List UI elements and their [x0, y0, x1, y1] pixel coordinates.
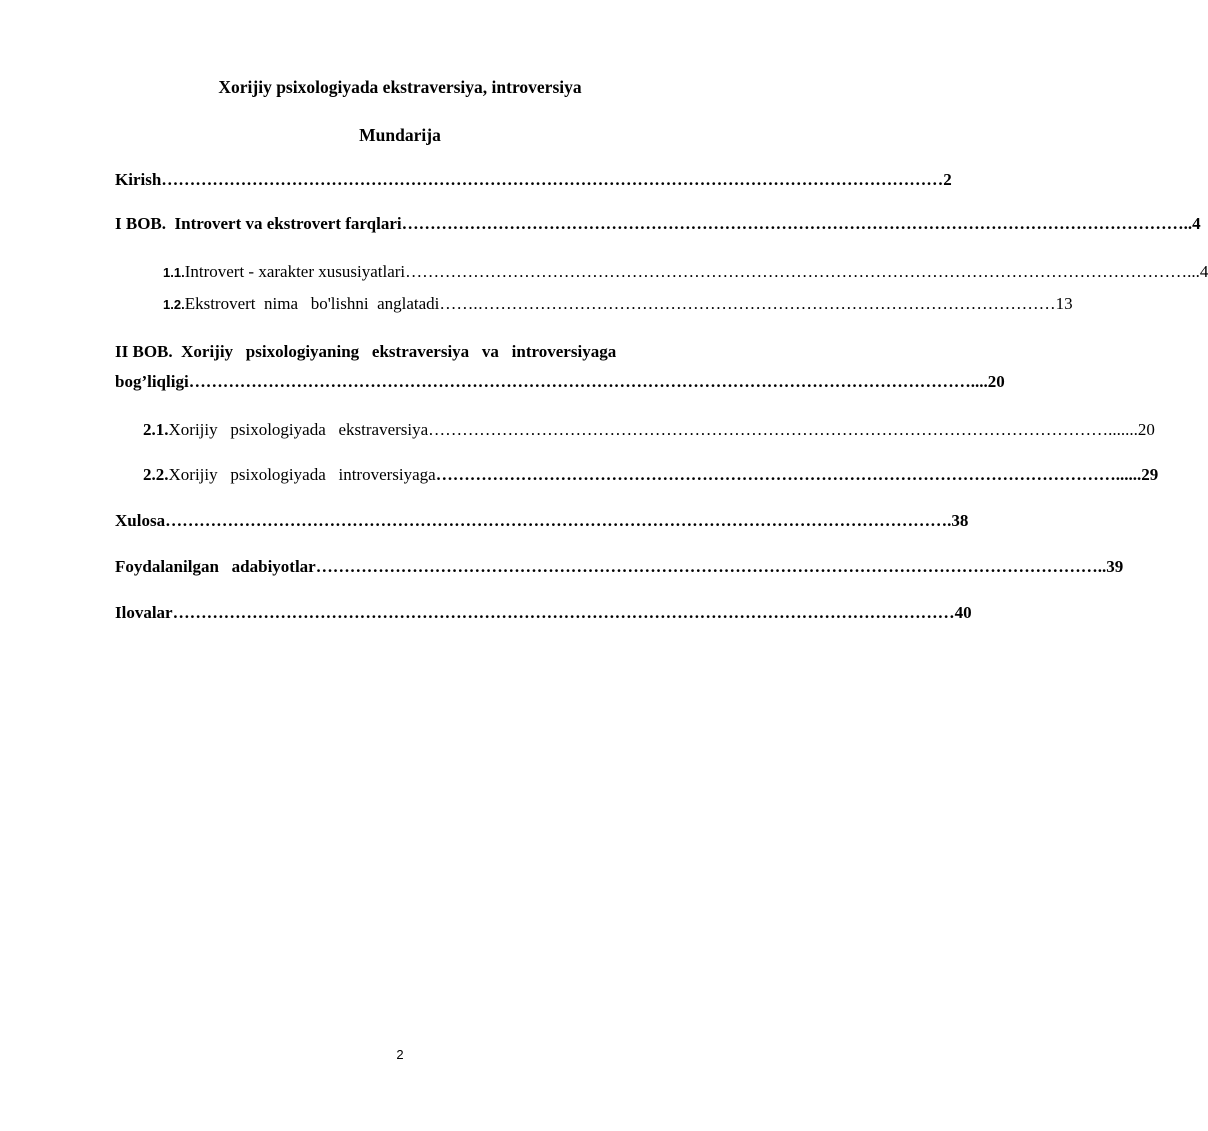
toc-entry-section-1-1 [163, 260, 1208, 284]
toc-entry-label: Foydalanilgan adabiyotlar [115, 557, 316, 576]
toc-entry-label: I BOB. Introvert va ekstrovert farqlari [115, 214, 402, 233]
toc-entry-page: 2 [943, 170, 952, 189]
toc-entry-page: 13 [1055, 294, 1073, 313]
toc-heading: Mundarija [359, 125, 441, 145]
document-title: Xorijiy psixologiyada ekstraversiya, introversiya [218, 77, 582, 97]
toc-entry-page: ......29 [1115, 465, 1159, 484]
toc-entry-chapter-2-line2 [115, 370, 1005, 394]
toc-entry-kirish [115, 168, 952, 192]
toc-entry-label: Xulosa [115, 511, 166, 530]
toc-entry-label: Xorijiy psixologiyada introversiyaga [168, 465, 436, 484]
toc-entry-section-2-1 [143, 418, 1155, 442]
toc-entry-xulosa [115, 509, 969, 533]
toc-entry-page: ....20 [970, 372, 1005, 391]
toc-section-number: 2.2. [143, 465, 169, 484]
toc-leader-dots: ………………………………………………………………………………………………………………………… [172, 603, 955, 622]
toc-entry-ilovalar [115, 601, 972, 625]
toc-entry-page: 40 [954, 603, 972, 622]
toc-entry-adabiyotlar [115, 555, 1124, 579]
toc-entry-section-1-2 [163, 292, 1073, 316]
toc-leader-dots: …….………………………………………………………………………………………… [439, 294, 1056, 313]
toc-entry-label-continued: bog’liqligi [115, 372, 189, 391]
toc-leader-dots: ………………………………………………………………………………………………………………………… [161, 170, 944, 189]
toc-entry-page: ..4 [1183, 214, 1201, 233]
toc-entry-section-2-2 [143, 463, 1159, 487]
toc-entry-chapter-2-line1 [115, 340, 740, 364]
toc-entry-label: Ekstrovert nima bo'lishni anglatadi [184, 294, 440, 313]
page-number: 2 [396, 1047, 404, 1062]
toc-section-number: 2.1. [143, 420, 169, 439]
toc-entry-label: Xorijiy psixologiyada ekstraversiya [168, 420, 429, 439]
toc-leader-dots: ………………………………………………………………………………………………………………………… [165, 511, 948, 530]
toc-leader-dots: ………………………………………………………………………………………………………………………… [188, 372, 971, 391]
toc-entry-label: Kirish [115, 170, 162, 189]
toc-leader-dots: ………………………………………………………………………………………………………… [435, 465, 1116, 484]
toc-entry-label: Introvert - xarakter xususiyatlari [184, 262, 406, 281]
toc-leader-dots: ………………………………………………………………………………………………………… [428, 420, 1109, 439]
toc-entry-page: ..39 [1097, 557, 1124, 576]
toc-entry-label: Ilovalar [115, 603, 173, 622]
toc-section-number: 1.1. [163, 265, 185, 280]
toc-entry-page: .......20 [1108, 420, 1155, 439]
toc-entry-chapter-1 [115, 212, 1201, 236]
toc-leader-dots: ………………………………………………………………………………………………………………………… [401, 214, 1184, 233]
toc-leader-dots: ………………………………………………………………………………………………………………………… [315, 557, 1098, 576]
toc-leader-dots: ………………………………………………………………………………………………………………………… [405, 262, 1188, 281]
toc-section-number: 1.2. [163, 297, 185, 312]
toc-entry-label: II BOB. Xorijiy psixologiyaning ekstraversiya va introversiyaga [115, 342, 617, 361]
toc-entry-page: ...4 [1187, 262, 1208, 281]
toc-entry-page: .38 [947, 511, 969, 530]
